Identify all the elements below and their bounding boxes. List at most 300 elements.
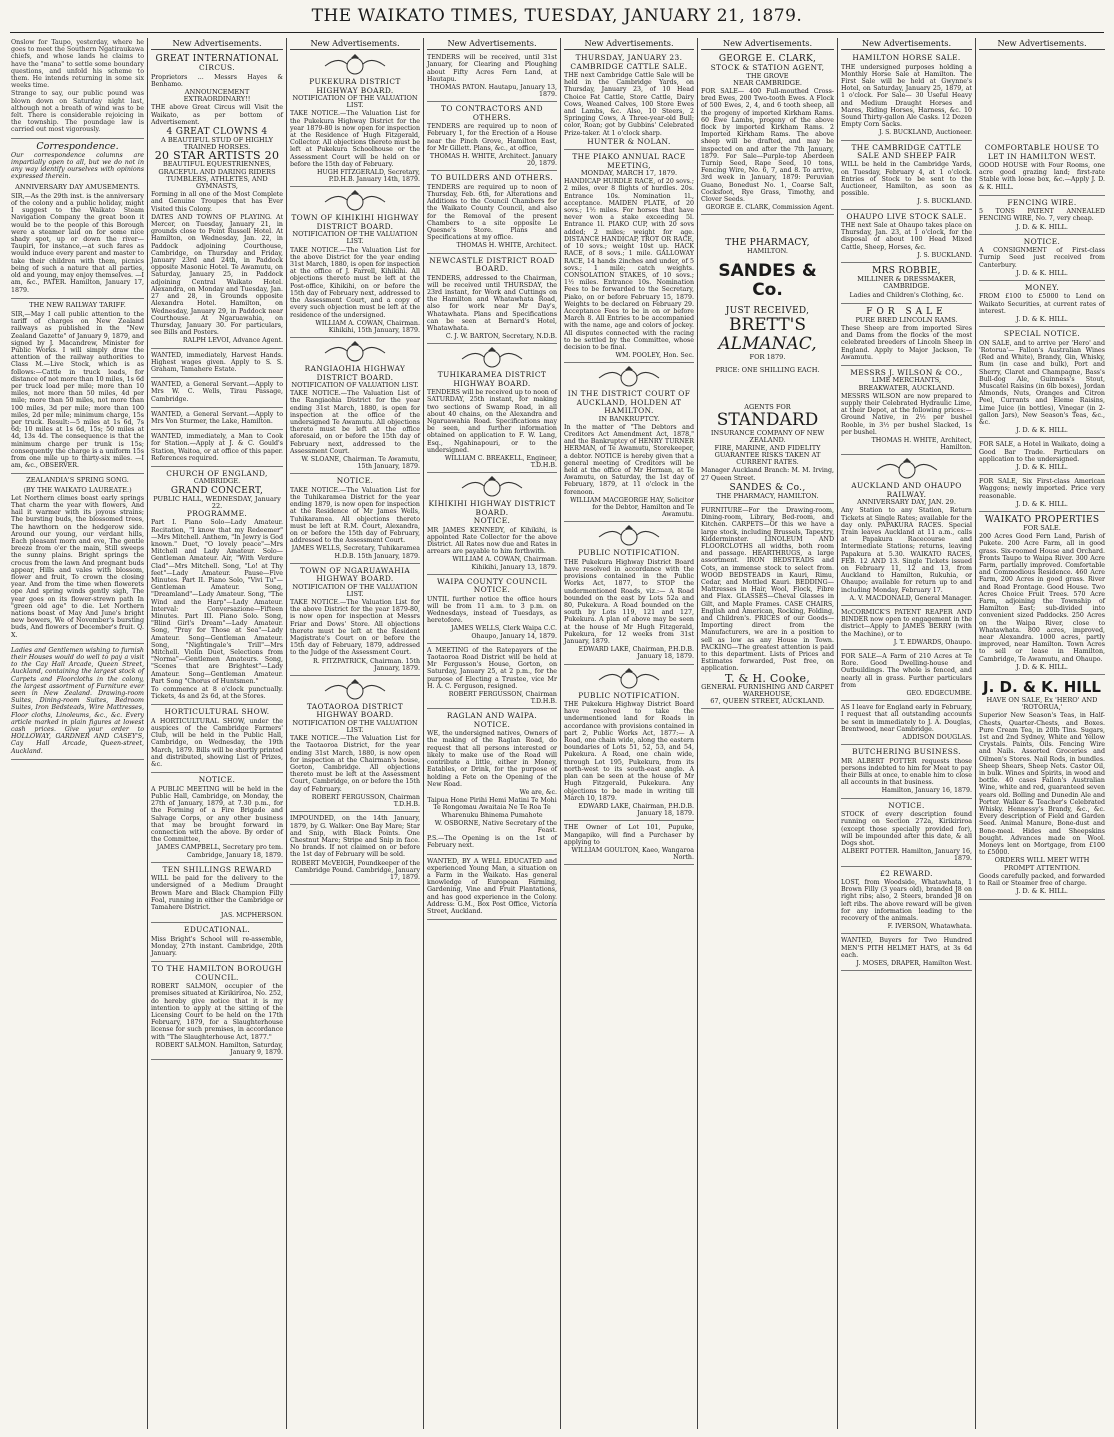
reward-title: £2 REWARD. bbox=[880, 868, 933, 878]
piako-date: MONDAY, MARCH 17, 1879. bbox=[580, 169, 678, 178]
raglan-signoff: We are, &c. bbox=[519, 788, 557, 796]
letter-railway-tariff bbox=[11, 302, 144, 475]
church-place: CAMBRIDGE. bbox=[193, 477, 241, 486]
kihikihi-ad bbox=[290, 190, 420, 338]
lime-place: BREAKWATER, AUCKLAND. bbox=[858, 383, 955, 392]
board-body: TAKE NOTICE.—The Valuation List for the above District for the year ending 31st March, 1880, is open for inspection at the office of J. Farrell, Kihikihi. All objections thereto must be left at the Post-office, Kihikihi, on or before the 15th day of February next, addressed to the Assessment Court, and a copy of every such objection must be left at the residence of the undersigned. bbox=[290, 246, 420, 319]
board-title: PUKEKURA DISTRICT HIGHWAY BOARD. bbox=[309, 77, 401, 95]
house-title: COMFORTABLE HOUSE TO LET IN HAMILTON WEST. bbox=[984, 143, 1100, 161]
circus-subtitle: CIRCUS. bbox=[199, 63, 235, 73]
board-signature: JAMES WELLS, Secretary, Tuhikaramea H.D.B. 15th January, 1879. bbox=[291, 545, 420, 560]
lot-signature: WILLIAM GOULTON, Kaeo, Wangaroa North. bbox=[571, 846, 694, 862]
raglan-body: WE, the undersigned natives, Owners of the making of the Raglan Road, do request that all persons interested or likely to make use of the Road will contribute a little, either in Money, Eatables, or Drink, for the purpose of holding a Fete on the Opening of the New Road. bbox=[427, 730, 557, 788]
taotaoroa-ad bbox=[290, 679, 420, 812]
column-7 bbox=[838, 38, 975, 1429]
board-title: KIHIKIHI HIGHWAY DISTRICT BOARD. bbox=[428, 499, 556, 517]
reaper-body: McCORMICK'S PATENT REAPER AND BINDER now open to engagement in the district—Apply to JAMES BERRY (with the Machine), or to bbox=[841, 609, 972, 638]
public-title: PUBLIC NOTIFICATION. bbox=[578, 690, 680, 700]
leaving-notice-ad bbox=[841, 704, 972, 745]
board-subtitle: NOTIFICATION OF THE VALUATION LIST. bbox=[292, 718, 418, 735]
furnishing-ad bbox=[701, 507, 834, 709]
tender-ad bbox=[427, 54, 557, 102]
raglan-ad bbox=[427, 712, 557, 854]
properties-ad bbox=[979, 515, 1105, 675]
royal-crest-icon bbox=[594, 366, 664, 388]
butchering-signature: Hamilton, January 16, 1879. bbox=[881, 787, 972, 795]
board-subtitle: NOTIFICATION OF THE VALUATION LIST. bbox=[292, 230, 418, 246]
impounded-body: IMPOUNDED, on the 14th January, 1879, by G. Walker: One Bay Mare; Star and Snip, with Black Points. One Chestnut Mare; Stripe and Snip in face. No brands. If not claimed on or before the 1st day of February will be sold. bbox=[290, 815, 420, 859]
butchering-ad bbox=[841, 748, 972, 798]
circus-ad bbox=[151, 54, 283, 348]
fencing-wire-ad bbox=[979, 199, 1105, 235]
farm-signature: GEO. EDGECUMBE. bbox=[906, 690, 972, 698]
piako-races-ad bbox=[564, 153, 694, 363]
borough-ad bbox=[151, 965, 283, 1060]
circus-star-artists: 20 STAR ARTISTS 20 bbox=[154, 149, 280, 163]
circus-proprietors: Proprietors ... Messrs Hayes & Benhamo. bbox=[151, 73, 283, 88]
for-sale-title: FOR SALE bbox=[866, 306, 947, 317]
agent-place: NEAR CAMBRIDGE. bbox=[733, 78, 802, 87]
piako-body: HANDICAP HURDLE RACE, of 20 sovs.; 2 miles, over 8 flights of hurdles. 20s. Entrance 10s. Nomination 1l., acceptance. MAIDEN PLATE, of 20 sovs.; 1½ miles. For horses that have never won a stake exceeding 5l. Entrance 1l. PIAKO CUP, with 20 sovs added; 2 miles; weight for age. DISTANCE HANDICAP, TROT OR RACE, of 10 sovs.; weight 10st up. HACK RACE, of 8 sovs.; 1 mile. GALLOWAY RACE, 14 hands 2inches and under, of 5 sovs.; 1 mile; catch weights. CONSOLATION STAKES, of 10 sovs.; 1½ miles. Entrance 10s. Nomination Fees to be forwarded to the Secretary, Piako, on or before February 15, 1879. Weights to be declared on February 29. Acceptance Fees to be in on or before March 8. All Entries to be accompanied with the name, age and colors of jockey. All disputes connected with the racing to be settled by the Committee, whose decision to be final. bbox=[564, 178, 694, 351]
bretts-title: BRETT'S bbox=[728, 314, 806, 335]
public-body: THE Pukekura Highway District Board have resolved in accordance with the provisions contained in the Public Works Act, 1877, to STOP the undermentioned Roads, viz.:— A Road bounded on the east by Lots 52a and 80, Pukekura. A Road bounded on the south by Lots 119, 121 and 127, Pukekura. A plan of above may be seen at the house of Mr Hugh Fitzgerald, Pukekura, for 12 weeks from 31st January, 1879. bbox=[564, 558, 694, 646]
public-signature: EDWARD LAKE, Chairman, P.H.D.B. January 18, 1879. bbox=[578, 646, 694, 661]
board-title: TOWN OF NGARUAWAHIA HIGHWAY BOARD. bbox=[299, 565, 411, 584]
properties-body: 200 Acres Good Fern Land, Parish of Pukete. 200 Acre Farm, all in good grass. Six-roomed House and Orchard. Fronts Taupo to Waipa River. 300 Acre Farm, partially improved. Comfortable and Commodious Residence. 460 Acre Farm, 200 Acres in good grass. River and Road Frontage. Good House. Two Acres Choice Fruit Trees. 570 Acre Farm, adjoining the Township of Hamilton East; sub-divided into convenient sized Paddocks. 250 Acres on the Waipa River, close to Whatawhata. 800 acres, improved, near Alexandra. 1000 acres, partly improved, near Hamilton. Town Acres to sell or lease in Hamilton, Cambridge, Te Awamutu, and Ohaupo. bbox=[979, 533, 1105, 663]
board-body: TAKE NOTICE.—The Valuation List for the Tuhikaramea District for the year ending 1879, is now open for inspection at the Residence of Mr James Wells, Tuhikaramea. All objections thereto must be left at R.M. Court, Alexandra, on or before the 15th day of February, addressed to the Assessment Court. bbox=[290, 486, 420, 545]
wanted-ad bbox=[151, 411, 283, 430]
public-body: THE Pukekura Highway District Board have resolved to take the undermentioned land for Roads in accordance with provisions contained in part 2, Public Works Act, 1877:— A Road, one chain wide, along the eastern boundaries of Lots 51, 52, 53, and 54, Pukekura. A Road, one chain wide, through Lot 195, Pukekura, from its north-west to its south-east angle. A plan can be seen at the house of Mr Hugh Fitzgerald, Pukekura. Any objections to be made in writing till March 10, 1879. bbox=[564, 701, 694, 802]
situation-wanted-ad bbox=[427, 858, 557, 921]
royal-crest-icon bbox=[594, 668, 664, 690]
cattle-sale-signature: HUNTER & NOLAN. bbox=[587, 136, 671, 146]
ohaupo-title: OHAUPO LIVE STOCK SALE. bbox=[846, 211, 967, 221]
wanted-ad bbox=[151, 381, 283, 408]
circus-clowns: 4 GREAT CLOWNS 4 bbox=[166, 127, 268, 138]
poem-byline: (BY THE WAIKATO LAUREATE.) bbox=[23, 485, 132, 494]
agent-body: FOR SALE— 400 Full-mouthed Cross-bred Ewes, 200 Two-tooth Ewes. A Flock of 500 Ewes, 2, 4, and 6 tooth sheep, all the progeny of imported Kirkham Rams. 60 Ewe Lambs, progeny of the above flock by imported Kirkham Rams. 2 Imported Kirkham Rams. The above sheep will be drafted, and may be inspected on and after the 7th January, 1879. For Sale—Purple-top Aberdeen Turnip Seed, Rape Seed, 10 tons, Fencing Wire, No. 6, 7, and 8. To arrive, 3rd week in January, 1879: Peruvian Guano, Bonedust No. 1, Coarse Salt, Cocksfoot, Rye Grass, Timothy, and Clover Seeds. bbox=[701, 88, 834, 204]
impounded-signature: ROBERT McVEIGH, Poundkeeper of the Cambridge Pound. Cambridge, January 17, 1879. bbox=[291, 859, 420, 881]
public-title: PUBLIC NOTIFICATION. bbox=[578, 548, 680, 558]
royal-crest-icon bbox=[320, 679, 390, 701]
business-body: Ladies and Gentlemen wishing to furnish their Houses would do well to pay a visit to the Cay Hall Arcade, Queen Street, Auckland, containing the largest stock of Carpets and Floorcloths in the colony, the largest assortment of Furniture ever seen in New Zealand. Drawing-room Suites, Dining-room Suites, Bedroom Suites, Iron Bedsteads, Wire Mattresses, Floor cloths, Linoleums, &c., &c. Every article marked in plain figures at lowest cash prices. Give your order to HOLLOWAY, GARDNER AND CASEY'S, Cay Hall Arcade, Queen-street, Auckland. bbox=[11, 646, 144, 755]
board-title: NEWCASTLE DISTRICT ROAD BOARD. bbox=[429, 255, 555, 274]
meeting-body: A MEETING of the Ratepayers of the Taotaoroa Road District will be held at Mr Fergusson's House, Gorton, on Saturday, January 25, at 2 p.m., for the purpose of Electing a Trustee, vice Mr H. A. C. Ferguson, resigned. bbox=[427, 646, 557, 690]
board-subtitle: NOTIFICATION OF VALUATION LIST. bbox=[291, 380, 419, 389]
tuhikaramea-valuation-ad bbox=[290, 477, 420, 563]
tender-signature: THOMAS PATON. Hautapu, January 13, 1879. bbox=[430, 84, 557, 99]
hill-goods-note: Goods carefully packed, and forwarded to Rail or Steamer free of charge. bbox=[979, 872, 1105, 888]
contractors-body: TENDERS are required up to noon of February 1, for the Erection of a House near the Pinch Grove, Hamilton East, for Mr Gillett. Plans, &c., at office, bbox=[427, 123, 557, 152]
board-signature: ROBERT FERGUSSON, Chairman T.D.H.B. bbox=[311, 793, 420, 809]
ohaupo-body: THE next Sale at Ohaupo takes place on Thursday, Jan. 23, at 1 o'clock, for the disposal of about 100 Head Mixed Cattle, Sheep, Horses, &c. bbox=[841, 222, 972, 251]
reward-signature: JAS. MCPHERSON. bbox=[220, 912, 283, 920]
stock-signature: ALBERT POTTER. Hamilton, January 16, 1879. bbox=[841, 848, 972, 863]
lost-reward-ad bbox=[841, 870, 972, 935]
stock-agent-ad bbox=[701, 54, 834, 215]
wanted-ad bbox=[151, 433, 283, 467]
correspondence-heading: Correspondence. bbox=[36, 140, 119, 152]
rams-subtitle: PURE BRED LINCOLN RAMS. bbox=[855, 315, 958, 324]
circus-dates: DATES AND TOWNS OF PLAYING. At Mercer, on Tuesday, January 21, in grounds close to Point Russell Hotel. At Hamilton, on Wednesday, Jan. 22, in Paddock adjoining Courthouse, Cambridge, on Thursday and Friday, January 23rd and 24th, in Paddock opposite Masonic Hotel. Te Awamutu, on Saturday, January 25, in Paddock adjoining Central Waikato Hotel. Alexandra, on Monday and Tuesday, Jan. 27 and 28, in Grounds opposite Alexandra Hotel. Hamilton, on Wednesday, January 29, in Paddock near Courthouse. At Ngaruawahia, on Thursday, January 30. For particulars, see Bills and Posters. bbox=[151, 213, 283, 337]
pharmacy-ad bbox=[701, 218, 834, 503]
hats-ad bbox=[841, 937, 972, 971]
money-ad bbox=[979, 284, 1105, 327]
council-title: WAIPA COUNTY COUNCIL bbox=[437, 576, 547, 586]
raglan-title: RAGLAN AND WAIPA. bbox=[446, 711, 538, 721]
special-notice-ad bbox=[979, 330, 1105, 438]
cambridge-sale-signature: J. S. BUCKLAND. bbox=[917, 198, 972, 206]
board-body: TENDERS, addressed to the Chairman, will be received until THURSDAY, the 23rd instant, for Work and Cuttings on the Hamilton and Whatawhata Road, also for work near Mr Day's, Whatawhata. Plans and Specifications can be seen at Bernard's Hotel, Whatawhata. bbox=[427, 274, 557, 332]
board-body: MR JAMES KENNEDY, of Kihikihi, is appointed Rate Collector for the above District. All Rates now due and Rates in arrears are payable to him forthwith. bbox=[427, 526, 557, 556]
almanac-year: FOR 1879. bbox=[749, 352, 786, 361]
cooke-title: T. & H. Cooke, bbox=[724, 671, 811, 685]
builders-body: TENDERS are required up to noon of Thursday, Feb. 6th, for Alterations and Additions to the Council Chambers for the Waikato County Council, and also for the Removal of the present Chambers to a site opposite Le Quesne's Store. Plans and Specifications at my office. bbox=[427, 183, 557, 242]
fencing-signature: J. D. & K. HILL. bbox=[1016, 222, 1068, 231]
stock-notice-ad bbox=[841, 802, 972, 867]
hats-signature: J. MOSES, DRAPER, Hamilton West. bbox=[856, 959, 972, 967]
newcastle-ad bbox=[427, 257, 557, 345]
railway-title: AUCKLAND AND OHAUPO RAILWAY. bbox=[851, 481, 962, 499]
milliner-body: Ladies and Children's Clothing, &c. bbox=[849, 291, 964, 299]
news-intro bbox=[11, 39, 144, 139]
milliner-place: CAMBRIDGE. bbox=[883, 282, 930, 291]
court-title: IN THE DISTRICT COURT OF AUCKLAND, HOLDEN AT HAMILTON. bbox=[567, 389, 691, 416]
news-paragraph: Strange to say, our public pound was blown down on Saturday night last, although not a breath of wind was to be felt. There is considerable rejoicing in the township. The poundage law is carried out most vigorously. bbox=[11, 90, 144, 134]
waggons-body: FOR SALE, Six First-class American Waggons; newly imported. Price very reasonable. bbox=[979, 478, 1105, 500]
lime-title: MESSRS J. WILSON & CO., bbox=[850, 367, 963, 377]
horse-sale-signature: J. S. BUCKLAND, Auctioneer. bbox=[879, 129, 972, 137]
cambridge-sale-title: THE CAMBRIDGE CATTLE SALE AND SHEEP FAIR bbox=[851, 142, 962, 161]
properties-subtitle: FOR SALE. bbox=[1023, 523, 1061, 532]
column-header: New Advertisements. bbox=[841, 40, 972, 50]
column-8 bbox=[976, 38, 1108, 1429]
cattle-sale-body: THE next Cambridge Cattle Sale will be held in the Cambridge Yards, on Thursday, January 23, of 10 Head Choice Fat Cattle, Store Cattle, Dairy Cows, Weaned Calves, 100 Store Ewes and Lambs, &c. Also, 10 Steers, 2 Springing Cows, A Three-year-old Bull; color, Roan; got by Gubbins' Celebrated Prize-taker. At 1 o'clock sharp. bbox=[564, 72, 694, 137]
pharmacy-title: THE PHARMACY, bbox=[725, 238, 810, 249]
bankruptcy-ad bbox=[564, 366, 694, 522]
blank-space bbox=[979, 54, 1105, 144]
column-4 bbox=[424, 38, 560, 1429]
circus-tumblers: TUMBLERS, ATHLETES, AND GYMNASTS, bbox=[166, 174, 268, 191]
board-signature: C. J. W. BARTON, Secretary, N.D.B. bbox=[445, 333, 557, 341]
sandes-footer: SANDES & Co., bbox=[729, 482, 806, 493]
wanted-text: WANTED, immediately, a Man to Cook for Station.—Apply at J. & C. Gould's Station, Waitoa, or at office of this paper. References required. bbox=[151, 433, 283, 462]
board-body: TAKE NOTICE.—The Valuation List of the Rangiaohia District for the year ending 31st March, 1880, is open for inspection at the office of the undersigned Te Awamutu. All objections thereto must be left at the office aforesaid, on or before the 15th day of February next, addressed to the Assessment Court. bbox=[290, 390, 420, 455]
reward-signature: F. IVERSON, Whatawhata. bbox=[887, 923, 972, 931]
milliner-ad bbox=[841, 266, 972, 304]
cattle-sale-ad bbox=[564, 54, 694, 150]
board-title: TAOTAOROA DISTRICT HIGHWAY BOARD. bbox=[306, 702, 404, 720]
circus-equestriennes: BEAUTIFUL EQUESTRIENNES, GRACEFUL AND DARING RIDERS bbox=[158, 160, 276, 176]
board-title: TOWN OF KIHIKIHI HIGHWAY DISTRICT BOARD. bbox=[291, 213, 419, 231]
fire-brigade-notice bbox=[151, 776, 283, 862]
standard-title: STANDARD bbox=[716, 410, 819, 431]
butchering-body: MR ALBERT POTTER requests those persons indebted to him for Meat to pay their Bills at once, to enable him to close all accounts in that business. bbox=[841, 757, 972, 787]
board-subtitle: NOTIFICATION OF THE VALUATION LIST. bbox=[292, 94, 418, 110]
turnip-signature: J. D. & K. HILL. bbox=[1016, 268, 1068, 277]
special-signature: J. D. & K. HILL. bbox=[1016, 426, 1068, 435]
board-signature: R. FITZPATRICK, Chairman. 15th January, 1879. bbox=[312, 657, 420, 672]
horse-sale-body: THE undersigned purposes holding a Monthly Horse Sale at Hamilton. The First Sale will be held at Gwynne's Hotel, on Saturday, January 25, 1879, at 1 o'clock. For Sale— 30 Useful Heavy and Medium Draught Horses and Mares, Riding Horses, Harness, &c. 10 Sound Thirty-gallon Ale Casks. 12 Dozen Empty Corn Sacks. bbox=[841, 63, 972, 129]
correspondence-note: Our correspondence columns are impartially open to all, but we do not in any way identify ourselves with opinions expressed therein. bbox=[11, 151, 144, 181]
cattle-sale-title: CAMBRIDGE CATTLE SALE. bbox=[570, 61, 688, 71]
concert-title: GRAND CONCERT, bbox=[170, 485, 264, 496]
column-6 bbox=[698, 38, 837, 1429]
educational-title: EDUCATIONAL. bbox=[184, 925, 250, 935]
rams-body: These Sheep are from imported Sires and Dams from the flocks of the most celebrated breeders of Lincoln Sheep in England. Apply to Major Jackson, Te Awamutu. bbox=[841, 324, 972, 361]
contractors-title: TO CONTRACTORS AND OTHERS. bbox=[441, 104, 543, 122]
horticultural-title: HORTICULTURAL SHOW. bbox=[164, 707, 270, 717]
public-signature: EDWARD LAKE, Chairman, P.H.D.B. January 18, 1879. bbox=[578, 802, 694, 818]
reaper-signature: J. T. EDWARDS, Ohaupo. bbox=[893, 638, 972, 646]
agent-name: GEORGE E. CLARK, bbox=[718, 54, 817, 65]
pharmacy-place: HAMILTON. bbox=[747, 247, 788, 256]
public-notification-ad bbox=[564, 668, 694, 822]
rams-sale-ad bbox=[841, 307, 972, 366]
church-title: CHURCH OF ENGLAND, bbox=[166, 468, 268, 478]
circus-title: GREAT INTERNATIONAL bbox=[155, 54, 279, 65]
court-subtitle: IN BANKRUPTCY. bbox=[598, 414, 660, 423]
notice-title: NOTICE. bbox=[888, 800, 925, 810]
royal-crest-icon bbox=[457, 347, 527, 369]
notice-title: NOTICE. bbox=[473, 516, 511, 526]
council-signature: JAMES WELLS, Clerk Waipa C.C. Ohaupo, January 14, 1879. bbox=[450, 625, 557, 640]
reward-title: TEN SHILLINGS REWARD bbox=[162, 864, 272, 874]
column-3 bbox=[287, 38, 423, 1429]
piako-signature: WM. POOLEY, Hon. Sec. bbox=[615, 352, 694, 360]
cooke-address: 67, QUEEN STREET, AUCKLAND. bbox=[710, 696, 825, 705]
masthead bbox=[0, 6, 1114, 26]
contractors-signature: THOMAS H. WHITE, Architect. January 20, 1879. bbox=[429, 153, 557, 168]
tender-body: TENDERS will be received, until 31st January, for Clearing and Ploughing about Fifty Acres Fern Land, at Hautapu. bbox=[427, 54, 557, 83]
contractors-ad bbox=[427, 105, 557, 171]
board-body: TENDERS will be received up to noon of SATURDAY, 25th instant, for making two sections of Swamp Road, in all about 40 chains, on the Alexandra and Ngaruawahia Road. Specifications may be seen, and further information obtained on application to F. W. Lang, Esq., Ngahinapouri, or to the undersigned. bbox=[427, 389, 557, 454]
letter-title: THE NEW RAILWAY TARIFF. bbox=[29, 300, 126, 309]
raglan-postscript: P.S.—The Opening is on the 1st of February next. bbox=[427, 835, 557, 850]
railway-body: Any Station to any Station, Return Tickets at Single Rates; available for the day only. PAPAKURA RACES. Special Train leaves Auckland at 11 a.m., calls at Papakura Racecourse and Intermediate Stations; returns, leaving Papakura at 5.30. WAIKATO RACES, FEB. 12 AND 13. Single Tickets issued on February 11, 12 and 13, from Auckland to Hamilton, Rukuhia, or Ohaupo; available for return up to and including Monday, February 17. bbox=[841, 507, 972, 594]
hill-title: J. D. & K. HILL bbox=[983, 678, 1101, 697]
agents-for: AGENTS FOR bbox=[744, 403, 791, 412]
circus-body: THE above Great Circus will Visit the Waikato, as per bottom of Advertisement. bbox=[151, 104, 283, 126]
hill-subtitle: HAVE ON SALE, Ex 'HERO' AND 'ROTORUA,' bbox=[986, 696, 1098, 712]
borough-title: TO THE HAMILTON BOROUGH COUNCIL. bbox=[152, 964, 282, 982]
council-body: UNTIL further notice the office hours will be from 11 a.m. to 3 p.m. on Wednesdays, instead of Tuesdays, as heretofore. bbox=[427, 595, 557, 625]
pukekura-ad bbox=[290, 54, 420, 187]
native-names: Taipua Hone Pirihi Hemi Matini Te Mohi Te Rongomau Awaitaia Ne Te Roa Te Wharenuku Bhinema Pumahote bbox=[427, 797, 557, 819]
house-to-let-ad bbox=[979, 144, 1105, 196]
reaper-ad bbox=[841, 609, 972, 650]
agent-role: STOCK & STATION AGENT, bbox=[710, 63, 825, 73]
leaving-body: AS I leave for England early in February, I request that all outstanding accounts be sent in immediately to J. A. Douglas, Brentwood, near Cambridge. bbox=[841, 704, 972, 733]
waggons-signature: J. D. & K. HILL. bbox=[1016, 499, 1068, 508]
hotel-sale-ad bbox=[979, 441, 1105, 475]
house-body: GOOD HOUSE with Four Rooms, one acre good grazing land; first-rate Stable with loose box, &c.—Apply J. D. & K. HILL. bbox=[979, 162, 1105, 191]
fencing-title: FENCING WIRE. bbox=[1007, 197, 1077, 207]
agent-place: THE GROVE bbox=[746, 71, 789, 80]
reward-ad bbox=[151, 866, 283, 924]
hill-orders: ORDERS WILL MEET WITH PROMPT ATTENTION. bbox=[994, 856, 1090, 872]
sale-date: THURSDAY, JANUARY 23. bbox=[575, 53, 683, 63]
lime-body: MESSRS WILSON are now prepared to supply their Celebrated Hydraulic Lime, at their Depot, at the following prices:— Ground Native, in 2½ per bushel Rooble, in 3½ per bushel Slacked, 1s per bushel. bbox=[841, 392, 972, 436]
royal-crest-icon bbox=[320, 341, 390, 363]
pharmacy-footer: THE PHARMACY, HAMILTON. bbox=[716, 491, 819, 500]
money-title: MONEY. bbox=[1024, 283, 1060, 293]
waggons-sale-ad bbox=[979, 478, 1105, 512]
wanted-text: WANTED, a General Servant.—Apply to Mrs Von Sturmer, the Lake, Hamilton. bbox=[151, 410, 283, 425]
board-signature: W. SLOANE, Chairman. Te Awamutu, 15th January, 1879. bbox=[301, 455, 420, 471]
reward-body: LOST, from Woodside, Whatawhata, 1 Brown Filly (3 years old), branded J8 on right ribs; also, 2 Steers, branded J8 on left ribs. The above reward will be given for any information leading to the recovery of the animals. bbox=[841, 878, 972, 922]
borough-signature: ROBERT SALMON. Hamilton, Saturday, January 9, 1879. bbox=[155, 1041, 283, 1056]
railway-subtitle: ANNIVERSARY DAY, JAN. 29. bbox=[857, 498, 956, 507]
royal-crest-icon bbox=[457, 476, 527, 498]
leaving-signature: ADDISON DOUGLAS. bbox=[902, 734, 972, 742]
circus-stud: A BEAUTIFUL STUD OF HIGHLY TRAINED HORSES. bbox=[160, 136, 274, 152]
insurance-risks: FIRE, MARINE, AND FIDELITY GUARANTEE RISKS TAKEN AT CURRENT RATES. bbox=[714, 443, 821, 467]
wanted-text: WANTED, immediately, Harvest Hands. Highest wages given. Apply to S. S. Graham, Tamahere Estate. bbox=[151, 351, 283, 373]
notice-title: NOTICE. bbox=[473, 719, 511, 729]
agent-signature: GEORGE E. CLARK, Commission Agent. bbox=[705, 204, 834, 212]
special-title: SPECIAL NOTICE. bbox=[1003, 329, 1081, 339]
court-body: In the matter of "The Debtors and Creditors Act Amendment Act, 1878," and the Bankruptcy of HENRY TURNER HERMAN, of Te Awamutu, Storekeeper, a debtor. NOTICE is hereby given that a general meeting of Creditors will be held at the office of Mr Herman, at Te Awamutu, on Saturday, the 1st day of February, 1879, at 11 o'clock in the forenoon. bbox=[564, 423, 694, 496]
programme-title: PROGRAMME. bbox=[186, 508, 248, 518]
waipa-council-ad bbox=[427, 578, 557, 644]
hill-body: Superior New Season's Teas, in Half-Chests, Quarter-Chests, and Boxes. Pure Cream Tea, in 20lb Tins. Sugars, 1st and 2nd Sydney, White and Yellow Crystals. Paints, Oils. Fencing Wire and Nails. Assorted Groceries and Oilmen's Stores. Nail Rods, in bundles. Sheep Shears, Sheep Nets. Castor Oil, in bulk. Wines and Spirits, in wood and bottle. 40 cases Fallon's Australian Wine, white and red, guaranteed seven years old. Bolling and Dunedin Ale and Porter. Walker & Teacher's Celebrated Whisky. Hennessy's Brandy, &c., &c. Every description of Field and Garden Seed. Animal Manure, Bone-dust and Bone-meal. Hides and Sheepskins bought. Advances made on Wool. Moneys lent on Mortgage, from £100 to £5000. bbox=[979, 712, 1105, 857]
ngaruawahia-ad bbox=[290, 567, 420, 676]
butchering-title: BUTCHERING BUSINESS. bbox=[852, 747, 961, 757]
ratepayers-meeting-ad bbox=[427, 647, 557, 710]
fencing-body: 5 TONS PATENT ANNEALED FENCING WIRE, No. 7, very cheap. bbox=[979, 208, 1105, 223]
poem-title: ZEALANDIA'S SPRING SONG. bbox=[26, 476, 129, 485]
ohaupo-signature: J. S. BUCKLAND. bbox=[917, 251, 972, 259]
board-signature: WILLIAM C. BREAKELL, Engineer, T.D.H.B. bbox=[444, 454, 557, 470]
furnishing-body: FURNITURE—For the Drawing-room, Dining-room, Library, Bed-room, and Kitchen. CARPETS—Of this we have a large stock, including Brussels, Tapestry, Kidderminster. LINOLEUM AND FLOORCLOTHS all widths, both room and passage. HEARTHRUGS, a large assortment. IRON BEDSTEADS and Cots, an immense stock to select from. WOOD BEDSTEADS in Kauri, Rimu, Cedar, and Mottled Kauri. BEDDING—Mattresses in Hair, Wool, Flock, Fibre and Flax. GLASSES—Cheval Glasses in Gilt, and Maple Frames. CASE CHAIRS, English and American, Rocking, Folding, and Children's. PRICES of our Goods—Importing direct from the Manufacturers, we are in a position to sell as low as any House in Town. PACKING—The greatest attention is paid to this department. Lists of Prices and Estimates forwarded, Post free, on application. bbox=[701, 506, 834, 673]
programme-body: Part I. Piano Solo—Lady Amateur. Recitation, "I know that my Redeemer" —Mrs Mitchell. Anthem, "In Jewry is God known." Duet, "O lovely peace"—Mrs Mitchell and Lady Amateur. Solo—Gentleman Amateur. Air, "With Verdure Clad"—Mrs Mitchell. Song, "Lo! at Thy feet"—Lady Amateur. Pause—Five Minutes. Part II. Piano Solo, "Vivi Tu"—Gentleman Amateur. Song, "Dreamland"—Lady Amateur. Song, "The Wind and the Harp"—Lady Amateur. Interval: Conversazione—Fifteen Minutes. Part III. Piano Solo. Song, "Blind Girl's Dream"—Lady Amateur. Song, "Pray for Those at Sea"—Lady Amateur. Song—Gentleman Amateur. Song, "Nightingale's Trill"—Mrs Mitchell. Violin Duet, Selections from "Norma"—Gentlemen Amateurs. Song, "Scenes that are Brightest"—Lady Amateur. Song—Gentleman Amateur. Part Song "Chorus of Huntsmen." bbox=[151, 519, 283, 685]
native-secretary: W. OSBORNE, Native Secretary of the Feast. bbox=[434, 819, 557, 834]
board-subtitle: NOTIFICATION OF THE VALUATION LIST. bbox=[292, 582, 418, 598]
board-body: TAKE NOTICE.—The Valuation List for the Pukekura Highway District for the year 1879-80 is now open for inspection at the Residence of Hugh Fitzgerald, Collector. All objections thereto must be left at Pukekura Schoolhouse or the Assessment Court will be held on or before the 15th day of February. bbox=[290, 110, 420, 168]
public-notification-ad bbox=[564, 525, 694, 664]
hats-body: WANTED, Buyers for Two Hundred MEN'S PITH HELMET HATS, at 3s 6d each. bbox=[841, 937, 972, 959]
railway-ad bbox=[841, 458, 972, 606]
meeting-signature: ROBERT FERGUSSON, Chairman T.D.H.B. bbox=[448, 691, 557, 706]
builders-signature: THOMAS H. WHITE, Architect. bbox=[456, 242, 557, 250]
just-received: JUST RECEIVED, bbox=[725, 305, 810, 316]
masthead-rule bbox=[10, 32, 1104, 33]
wanted-ad bbox=[151, 352, 283, 379]
programme-end: To commence at 8 o'clock punctually. Tickets, 4s and 2s 6d, at the Stores. bbox=[151, 686, 283, 701]
almanac-price: PRICE: ONE SHILLING EACH. bbox=[715, 365, 820, 374]
poem bbox=[11, 477, 144, 643]
circus-forming: Forming in all one of the Most Complete and Genuine Troupes that has Ever Visited this Colony. bbox=[151, 191, 283, 213]
ohaupo-sale-ad bbox=[841, 213, 972, 263]
notice-title: NOTICE. bbox=[1023, 236, 1061, 246]
cambridge-sale-body: WILL be held in the Cambridge Yards, on Tuesday, February 4, at 1 o'clock. Entries of Stock to be sent to the Auctioneer, Hamilton, as soon as possible. bbox=[841, 161, 972, 198]
insurance-line: INSURANCE COMPANY OF NEW ZEALAND. bbox=[710, 429, 825, 445]
reward-body: WILL be paid for the delivery to the undersigned of a Medium Draught Brown Mare and Black Champion Filly Foal, running in either the Cambridge or Tamahere District. bbox=[151, 875, 283, 911]
board-signature: HUGH FITZGERALD, Secretary, P.D.H.B. January 14th, 1879. bbox=[317, 169, 420, 184]
royal-crest-icon bbox=[594, 525, 664, 547]
column-header: New Advertisements. bbox=[427, 40, 557, 50]
money-body: FROM £100 to £5000 to Lend on Waikato Securities, at current rates of interest. bbox=[979, 293, 1105, 315]
horse-sale-ad bbox=[841, 54, 972, 140]
royal-crest-icon bbox=[320, 190, 390, 212]
piako-title: THE PIAKO ANNUAL RACE MEETING, bbox=[572, 152, 686, 170]
column-header: New Advertisements. bbox=[564, 40, 694, 50]
railway-signature: A. V. MACDONALD, General Manager. bbox=[849, 594, 972, 602]
properties-signature: J. D. & K. HILL. bbox=[1016, 662, 1068, 671]
wanted-text: WANTED, a General Servant.—Apply to Mrs W. C. Wells, Tirau Passage, Cambridge. bbox=[151, 381, 283, 403]
notice-title: NOTICE. bbox=[198, 775, 236, 785]
builders-ad bbox=[427, 174, 557, 253]
kihikihi-collector-ad bbox=[427, 476, 557, 574]
situation-body: WANTED, BY A WELL EDUCATED and experienced Young Man, a situation on a Farm in the Waikato. Has general knowledge of European Farming, Gardening, Vine and Fruit Plantations, and has good experience in the Colony. Address: G.M., Box Post Office, Victoria Street, Auckland. bbox=[427, 857, 557, 915]
educational-ad bbox=[151, 926, 283, 962]
notice-title: NOTICE. bbox=[336, 476, 374, 486]
lime-ad bbox=[841, 369, 972, 455]
royal-crest-icon bbox=[872, 458, 942, 480]
news-paragraph: Onslow for Taupo, yesterday, where he goes to meet the Southern Ngatiraukawa chiefs, and whose lands he claims to have the "mana" to settle some boundary questions, and unfold his scheme to them. He intends returning in some six weeks time. bbox=[11, 39, 144, 90]
borough-body: ROBERT SALMON, occupier of the premises situated at Kirikiriroa, No. 252, do hereby give notice that it is my intention to apply at the sitting of the Licensing Court to be held on the 17th February, 1879, for a Slaughterhouse license for such premises, in accordance with "The Slaughterhouse Act, 1877." bbox=[151, 983, 283, 1041]
column-header: New Advertisements. bbox=[151, 40, 283, 50]
properties-title: WAIKATO PROPERTIES bbox=[984, 514, 1100, 525]
column-5 bbox=[561, 38, 697, 1429]
column-2 bbox=[148, 38, 286, 1429]
concert-date: PUBLIC HALL, WEDNESDAY, January 22. bbox=[153, 494, 281, 510]
insurance-manager: Manager Auckland Branch: M. M. Irving, 27 Queen Street. bbox=[701, 467, 834, 482]
board-title: TUHIKARAMEA DISTRICT HIGHWAY BOARD. bbox=[437, 370, 547, 388]
board-title: RANGIAOHIA HIGHWAY DISTRICT BOARD. bbox=[304, 364, 406, 382]
money-signature: J. D. & K. HILL. bbox=[1016, 315, 1068, 324]
impounded-ad bbox=[290, 815, 420, 885]
special-body: ON SALE, and to arrive per 'Hero' and 'Rotorua'— Fallon's Australian Wines (Red and White), Brandy, Gin, Whisky, Rum (in case and bulk), Port and Sherry, Claret and Champagne, Bass's Bull-dog Ale, Guinness's Stout, Muscatel Raisins (in 6lb boxes), Jordan Almonds, Nuts, Oranges and Citron Peel, Currants and Eleme Raisins, Lime Juice (in bottles), Vinegar (in 2-gallon Jars), New Season's Teas, &c., &c. bbox=[979, 339, 1105, 426]
notice-body: A PUBLIC MEETING will be held in the Public Hall, Cambridge, on Monday, the 27th of January, 1879, at 7.30 p.m., for the Forming of a Fire Brigade and Salvage Corps, or any other business that may be brought forward in connection with the above. By order of the Committee, bbox=[151, 785, 283, 844]
lot-owner-ad bbox=[564, 824, 694, 865]
milliner-name: MRS ROBBIE, bbox=[872, 266, 941, 277]
business-notice bbox=[11, 647, 144, 760]
lime-signature: THOMAS H. WHITE, Architect, Hamilton. bbox=[871, 436, 972, 452]
cambridge-sale-ad bbox=[841, 144, 972, 210]
letter-anniversary bbox=[11, 184, 144, 299]
column-header: New Advertisements. bbox=[290, 40, 420, 50]
lot-body: THE Owner of Lot 101, Pupuke, Mangapiko, will find a Purchaser by applying to bbox=[564, 824, 694, 846]
concert-ad bbox=[151, 470, 283, 706]
circus-signature: RALPH LEVOI, Advance Agent. bbox=[182, 337, 283, 345]
column-1 bbox=[8, 38, 147, 1429]
lime-subtitle: LIME MERCHANTS, bbox=[871, 376, 942, 385]
letter-body: SIR,—As the 29th inst. is the anniversary of the colony and a public holiday, might I suggest to the Waikato Steam Navigation Company the great boon it would be to the people of this Borough were a steamer laid on for some nice shady spot, up or down the river—Taupiri, for instance,—at such fares as would induce every parent and master to take their children with them, picnics being of such a nature that all parties, old and young, may enjoy themselves. —I am, &c., PATER. Hamilton, January 17, 1879. bbox=[11, 192, 144, 294]
hotel-body: FOR SALE, a Hotel in Waikato, doing a Good Bar Trade. Particulars on application to the undersigned. bbox=[979, 441, 1105, 463]
hotel-signature: J. D. & K. HILL. bbox=[1016, 462, 1068, 471]
turnip-seed-ad bbox=[979, 238, 1105, 281]
farm-body: FOR SALE—A Farm of 210 Acres at Te Rore. Good Dwelling-house and Outbuildings. The whole is fenced, and nearly all in grass. Further particulars from bbox=[841, 653, 972, 689]
builders-title: TO BUILDERS AND OTHERS. bbox=[431, 173, 553, 183]
column-header: New Advertisements. bbox=[701, 40, 834, 50]
circus-announcement: ANNOUNCEMENT EXTRAORDINARY!! bbox=[183, 88, 251, 104]
tuhikaramea-tender-ad bbox=[427, 347, 557, 473]
horse-sale-title: HAMILTON HORSE SALE. bbox=[852, 53, 961, 63]
notice-signature: JAMES CAMPBELL, Secretary pro tem. Cambridge, January 18, 1879. bbox=[156, 844, 283, 859]
horticultural-body: A HORTICULTURAL SHOW, under the auspices of the Cambridge Farmers' Club, will be held in the Public Hall, Cambridge, on Wednesday, the 19th March, 1879. Bills will be shortly printed and distributed, showing List of Prizes, &c. bbox=[151, 717, 283, 769]
rangiaohia-ad bbox=[290, 341, 420, 474]
board-signature: WILLIAM A. COWAN, Chairman. Kihikihi, January 13, 1879. bbox=[452, 556, 557, 571]
sandes-logo: SANDES & Co. bbox=[718, 260, 817, 300]
milliner-role: MILLINER & DRESSMAKER, bbox=[857, 275, 956, 284]
hill-goods-ad bbox=[979, 678, 1105, 899]
royal-crest-icon bbox=[320, 54, 390, 76]
hill-signature: J. D. & K. HILL. bbox=[1016, 887, 1068, 896]
poem-body: Let Northern climes boast early springs That charm the year with flowers, And hail it warmer with its joyous strains; The bursting buds, the blossomed trees, The hawthorn on the hedgerow side. Around our young, our verdant hills, Each pleasant morn and eve, The gentle breeze from o'er the main, Still sweeps the sunny plains. Bright springs the crocus from the lawn And pregnant buds appear, Hills and vales with blossom, flower and fruit, To crown the closing year. And from the time when flowerets ope And spring winds gently sigh, The year goes on its flower-strewn path In "green old age" to die. Let Northern nations boast of May And June's bright new bowers, We of November's bursting buds, And flowers of December's fruit. Q. X. bbox=[11, 494, 144, 639]
farm-sale-ad bbox=[841, 653, 972, 701]
